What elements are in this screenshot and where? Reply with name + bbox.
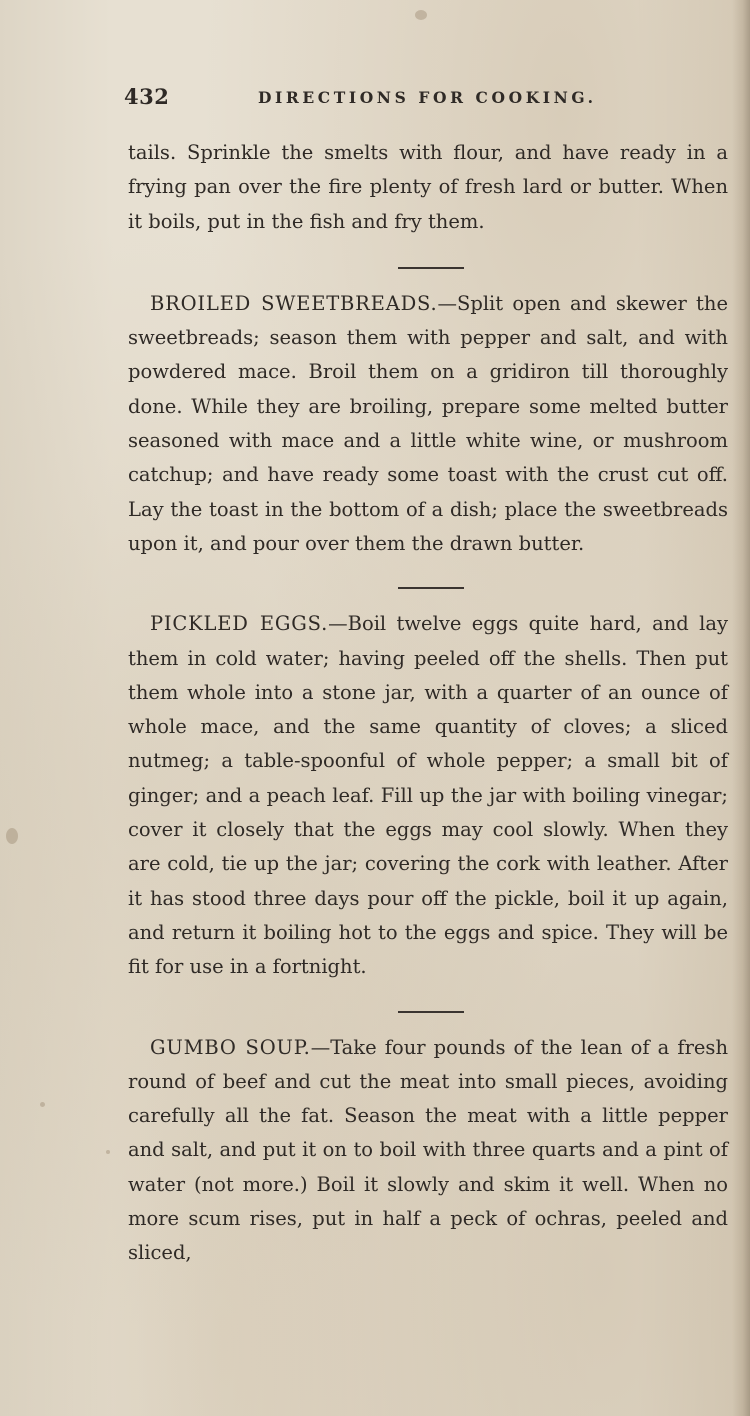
ink-smudge (415, 10, 427, 20)
page-number: 432 (124, 84, 170, 109)
section-divider (398, 587, 464, 589)
recipe-pickled-eggs (128, 607, 728, 984)
ink-smudge (106, 1150, 110, 1154)
recipe-gumbo-soup (128, 1031, 728, 1271)
recipe-heading: GUMBO SOUP. (150, 1035, 311, 1059)
ink-smudge (6, 828, 18, 844)
section-divider (398, 1011, 464, 1013)
recipe-text: —Take four pounds of the lean of a fresh round of beef and cut the meat into small pieces, avoiding carefully all the fat. Season the meat with a little pepper and salt, and put it on to boil with three quarts and a pint of water (not more.) Boil it slowly and skim it well. When no more scum rises, put in half a peck of ochras, peeled and sliced, (128, 1035, 728, 1265)
section-divider (398, 267, 464, 269)
paragraph-continued (128, 136, 728, 239)
recipe-text: —Boil twelve eggs quite hard, and lay them in cold water; having peeled off the shells. Then put them whole into a stone jar, with a quarter of an ounce of whole mace, and the same quantity of cloves; a sliced nutmeg; a table-spoonful of whole pepper; a small bit of ginger; and a peach leaf. Fill up the jar with boiling vinegar; cover it closely that the eggs may cool slowly. When they are cold, tie up the jar; covering the cork with leather. After it has stood three days pour off the pickle, boil it up again, and return it boiling hot to the eggs and spice. They will be fit for use in a fortnight. (128, 612, 728, 979)
recipe-text: —Split open and skewer the sweetbreads; season them with pepper and salt, and with powdered mace. Broil them on a gridiron till thoroughly done. While they are broiling, prepare some melted butter seasoned with mace and a little white wine, or mushroom catchup; and have ready some toast with the crust cut off. Lay the toast in the bottom of a dish; place the sweetbreads upon it, and pour over them the drawn butter. (128, 291, 728, 555)
ink-smudge (40, 1102, 45, 1107)
paragraph-text: tails. Sprinkle the smelts with flour, and have ready in a frying pan over the fire plenty of fresh lard or butter. When it boils, put in the fish and fry them. (128, 141, 728, 233)
page-body (128, 136, 728, 1271)
recipe-heading: PICKLED EGGS. (150, 612, 329, 636)
recipe-heading: BROILED SWEETBREADS. (150, 291, 438, 315)
page-edge-shadow (732, 0, 750, 1416)
running-head: DIRECTIONS FOR COOKING. (258, 88, 597, 107)
recipe-broiled-sweetbreads (128, 287, 728, 561)
page-header (124, 84, 724, 116)
